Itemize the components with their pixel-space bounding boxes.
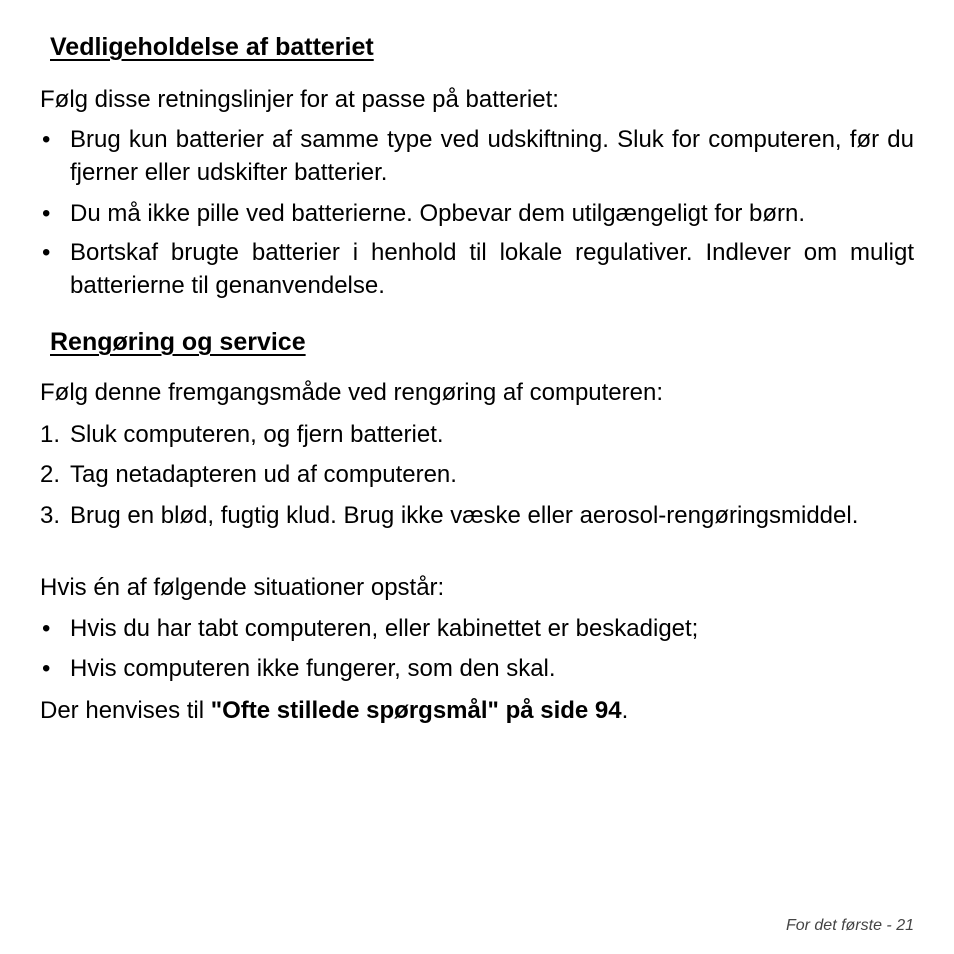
list-item: [40, 652, 914, 685]
step-text: Sluk computeren, og fjern batteriet.: [70, 421, 444, 448]
faq-cross-reference-link[interactable]: "Ofte stillede spørgsmål" på side 94: [210, 697, 622, 724]
bullet-marker: •: [42, 615, 51, 642]
bullet-marker: •: [42, 126, 51, 153]
section-heading-battery: Vedligeholdelse af batteriet: [50, 33, 374, 61]
page-footer: For det første - 21: [785, 917, 914, 934]
reference-paragraph: [40, 694, 914, 727]
numbered-step: [40, 499, 914, 532]
list-item: [40, 123, 914, 189]
numbered-step: [40, 418, 914, 451]
situations-intro: Hvis én af følgende situationer opstår:: [40, 574, 445, 601]
battery-intro: Følg disse retningslinjer for at passe på batteriet:: [40, 86, 559, 113]
reference-prefix: Der henvises til: [40, 697, 211, 724]
list-item: [40, 197, 914, 230]
numbered-step: [40, 458, 914, 491]
list-item-text: Du må ikke pille ved batterierne. Opbevar dem utilgængeligt for børn.: [70, 200, 806, 227]
list-item: [40, 236, 914, 302]
list-item-text: Hvis du har tabt computeren, eller kabinettet er beskadiget;: [70, 615, 699, 642]
bullet-marker: •: [42, 200, 51, 227]
list-item-text: Bortskaf brugte batterier i henhold til lokale regulativer. Indlever om muligt batterierne til genanvendelse.: [70, 239, 914, 299]
step-number: 2.: [40, 461, 61, 488]
list-item-text: Brug kun batterier af samme type ved udskiftning. Sluk for computeren, før du fjerner eller udskifter batterier.: [70, 126, 914, 186]
step-text: Brug en blød, fugtig klud. Brug ikke væske eller aerosol-rengøringsmiddel.: [70, 502, 859, 529]
step-text: Tag netadapteren ud af computeren.: [70, 461, 457, 488]
bullet-marker: •: [42, 655, 51, 682]
reference-suffix: .: [621, 697, 629, 724]
bullet-marker: •: [42, 239, 51, 266]
list-item: [40, 612, 914, 645]
list-item-text: Hvis computeren ikke fungerer, som den skal.: [70, 655, 556, 682]
cleaning-intro: Følg denne fremgangsmåde ved rengøring af computeren:: [40, 379, 664, 406]
step-number: 1.: [40, 421, 61, 448]
step-number: 3.: [40, 502, 61, 529]
section-heading-cleaning: Rengøring og service: [50, 328, 306, 356]
